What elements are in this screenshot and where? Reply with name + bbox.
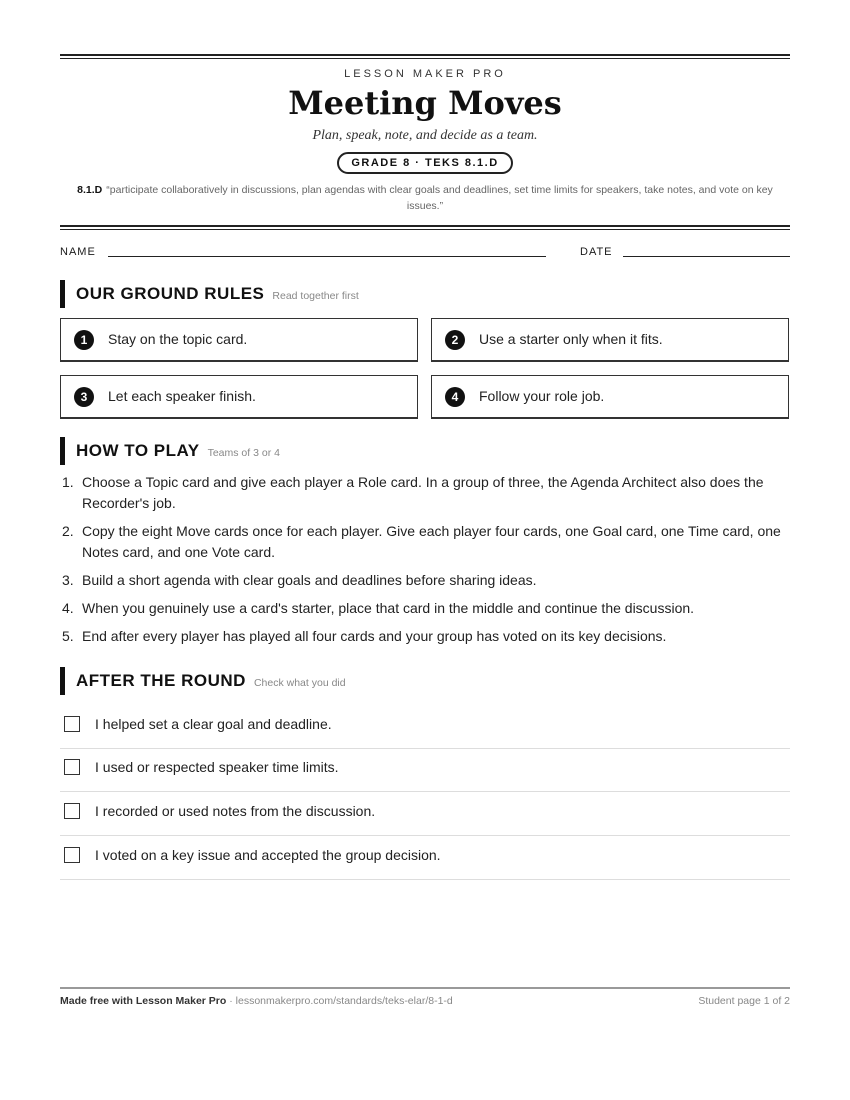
rule-number-badge: 2 [445, 330, 465, 350]
name-date-row [60, 246, 790, 260]
ground-rule-card [60, 318, 418, 362]
step-text: When you genuinely use a card's starter, place that card in the middle and continue the discussion. [82, 600, 695, 616]
footer-made-by: Made free with Lesson Maker Pro [60, 995, 227, 1007]
section-hint: Check what you did [253, 677, 346, 689]
standard-code: 8.1.D [77, 184, 103, 196]
checklist-text: I voted on a key issue and accepted the group decision. [95, 847, 441, 863]
footer-page-number: Student page 1 of 2 [698, 995, 790, 1007]
standard-description [60, 182, 790, 214]
standard-text: “participate collaboratively in discussions, plan agendas with clear goals and deadlines, set time limits for speakers, take notes, and vote on key issues.” [106, 184, 773, 212]
date-label: DATE [580, 246, 613, 258]
header-bottom-rule-thin [60, 229, 790, 230]
checklist-text: I helped set a clear goal and deadline. [95, 716, 332, 732]
header-top-rule [60, 54, 790, 56]
rule-number-badge: 4 [445, 387, 465, 407]
checkbox[interactable] [64, 759, 80, 775]
instruction-step [60, 472, 790, 514]
section-title: HOW TO PLAY [76, 441, 200, 460]
name-field[interactable] [108, 256, 546, 257]
checklist-item [60, 705, 790, 749]
instruction-step [60, 626, 790, 647]
step-text: Choose a Topic card and give each player a Role card. In a group of three, the Agenda Architect also does the Recorder's job. [82, 474, 764, 511]
footer-url[interactable]: lessonmakerpro.com/standards/teks-elar/8-1-d [235, 995, 453, 1007]
date-field[interactable] [623, 256, 790, 257]
section-title: OUR GROUND RULES [76, 284, 265, 303]
name-label: NAME [60, 246, 96, 258]
section-hint: Read together first [272, 290, 359, 302]
checklist-text: I recorded or used notes from the discussion. [95, 803, 376, 819]
rule-text: Stay on the topic card. [108, 331, 248, 347]
header-bottom-rule [60, 225, 790, 227]
instruction-step [60, 521, 790, 563]
rule-text: Follow your role job. [479, 388, 605, 404]
step-number: 5. [62, 628, 74, 644]
instruction-steps [60, 472, 790, 654]
checkbox[interactable] [64, 716, 80, 732]
checkbox[interactable] [64, 847, 80, 863]
checkbox[interactable] [64, 803, 80, 819]
step-text: End after every player has played all four cards and your group has voted on its key decisions. [82, 628, 667, 644]
step-text: Build a short agenda with clear goals and deadlines before sharing ideas. [82, 572, 537, 588]
rule-text: Use a starter only when it fits. [479, 331, 663, 347]
section-bar [60, 437, 65, 465]
step-number: 3. [62, 572, 74, 588]
step-number: 2. [62, 523, 74, 539]
instruction-step [60, 598, 790, 619]
step-number: 4. [62, 600, 74, 616]
brand-name: LESSON MAKER PRO [344, 68, 506, 80]
page-subtitle: Plan, speak, note, and decide as a team. [312, 128, 538, 143]
how-to-play-heading [60, 437, 790, 465]
checklist-text: I used or respected speaker time limits. [95, 759, 339, 775]
step-number: 1. [62, 474, 74, 490]
page-title: Meeting Moves [288, 84, 562, 122]
grade-badge-wrap [60, 152, 790, 174]
after-round-heading [60, 667, 790, 695]
ground-rules-heading [60, 280, 790, 308]
rule-number-badge: 3 [74, 387, 94, 407]
ground-rule-card [431, 375, 789, 419]
section-hint: Teams of 3 or 4 [207, 447, 280, 459]
checklist-item [60, 748, 790, 792]
step-text: Copy the eight Move cards once for each player. Give each player four cards, one Goal card, one Time card, one Notes card, and one Vote card. [82, 523, 781, 560]
section-title: AFTER THE ROUND [76, 671, 246, 690]
footer-credit [60, 995, 453, 1007]
section-bar [60, 667, 65, 695]
header-top-rule-thin [60, 58, 790, 59]
grade-badge: GRADE 8 · TEKS 8.1.D [337, 152, 512, 174]
rule-number-badge: 1 [74, 330, 94, 350]
rule-text: Let each speaker finish. [108, 388, 256, 404]
footer-rule [60, 987, 790, 989]
ground-rule-card [60, 375, 418, 419]
ground-rule-card [431, 318, 789, 362]
instruction-step [60, 570, 790, 591]
section-bar [60, 280, 65, 308]
checklist-item [60, 792, 790, 836]
checklist-item [60, 836, 790, 880]
worksheet-page [60, 0, 790, 1100]
footer-separator: · [226, 995, 236, 1007]
